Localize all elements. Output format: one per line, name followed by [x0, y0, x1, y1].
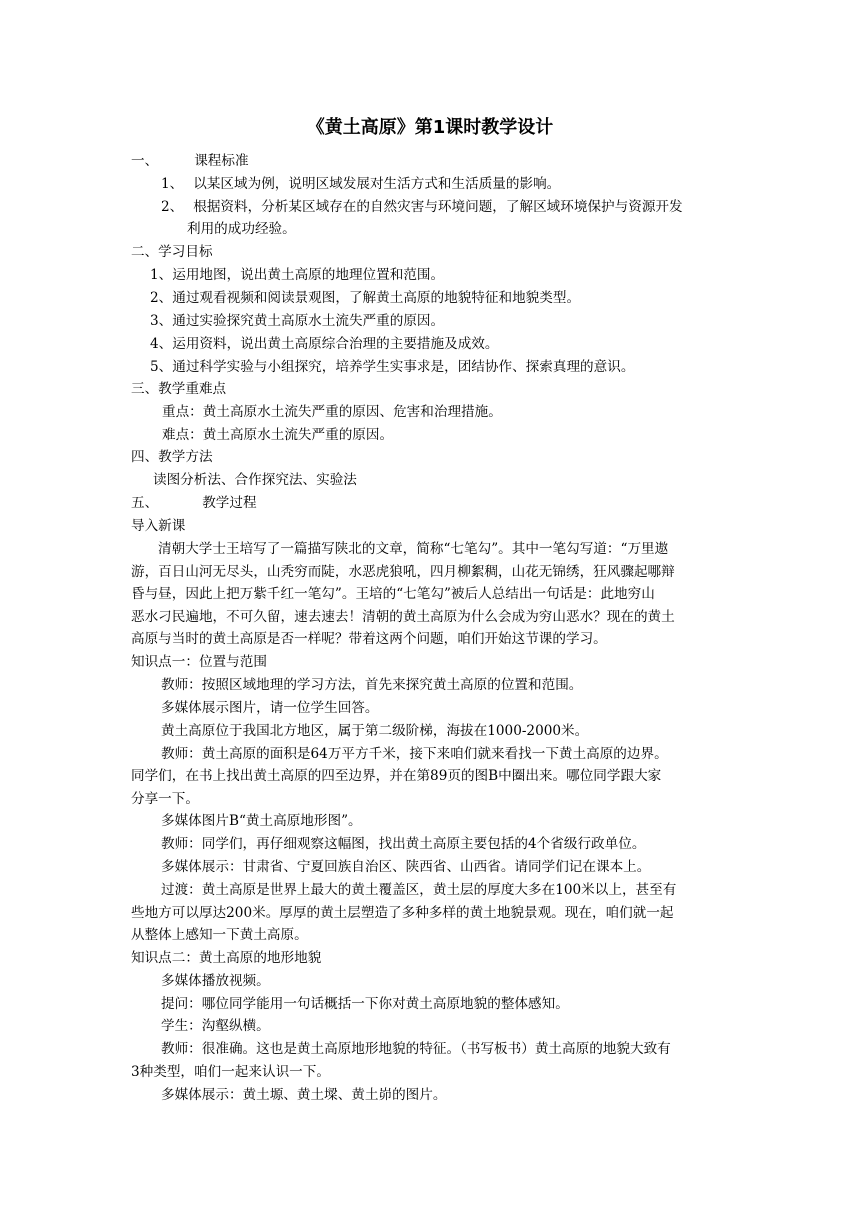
paragraph: 提问：哪位同学能用一句话概括一下你对黄土高原地貌的整体感知。: [161, 996, 569, 1012]
objective-item: 3、通过实验探究黄土高原水土流失严重的原因。: [150, 313, 445, 329]
paragraph-line: 教师：黄土高原的面积是64万平方千米，接下来咱们就来看找一下黄土高原的边界。: [161, 746, 668, 762]
list-number: 1、: [161, 176, 184, 192]
paragraph-line: 分享一下。: [131, 791, 199, 807]
section-2-heading: 二、学习目标: [131, 244, 213, 260]
list-text: 根据资料，分析某区域存在的自然灾害与环境问题，了解区域环境保护与资源开发: [193, 199, 683, 215]
paragraph: 学生：沟壑纵横。: [161, 1018, 270, 1034]
paragraph-line: 些地方可以厚达200米。厚厚的黄土层塑造了多种多样的黄土地貌景观。现在，咱们就一起: [131, 905, 674, 921]
paragraph: 多媒体展示图片，请一位学生回答。: [161, 700, 379, 716]
paragraph-line: 3种类型，咱们一起来认识一下。: [131, 1064, 330, 1080]
objective-item: 1、运用地图，说出黄土高原的地理位置和范围。: [150, 267, 445, 283]
intro-paragraph-line: 游，百日山河无尽头，山秃穷而陡，水恶虎狼吼，四月柳絮稠，山花无锦绣，狂风骤起哪辩: [131, 564, 675, 580]
paragraph-line: 教师：很准确。这也是黄土高原地形地貌的特征。（书写板书）黄土高原的地貌大致有: [161, 1041, 671, 1057]
intro-paragraph-line: 恶水刁民遍地，不可久留，速去速去！清朝的黄土高原为什么会成为穷山恶水？现在的黄土: [131, 609, 675, 625]
intro-paragraph-line: 高原与当时的黄土高原是否一样呢？带着这两个问题，咱们开始这节课的学习。: [131, 631, 607, 647]
paragraph-line: 从整体上感知一下黄土高原。: [131, 927, 308, 943]
standard-item-2-continued: 利用的成功经验。: [187, 221, 296, 237]
section-1-heading: [131, 151, 249, 171]
intro-paragraph-line: 清朝大学士王培写了一篇描写陕北的文章，简称“七笔勾”。其中一笔勾写道：“万里遨: [158, 541, 669, 557]
paragraph: 多媒体图片B“黄土高原地形图”。: [161, 813, 362, 829]
section-5-heading: [131, 493, 257, 513]
paragraph: 多媒体播放视频。: [161, 973, 270, 989]
section-4-heading: 四、教学方法: [131, 449, 213, 465]
paragraph: 教师：按照区域地理的学习方法，首先来探究黄土高原的位置和范围。: [161, 677, 583, 693]
list-text: 以某区域为例，说明区域发展对生活方式和生活质量的影响。: [193, 176, 561, 192]
section-5-number: 五、: [131, 495, 159, 511]
section-5-title: 教学过程: [202, 495, 257, 511]
key-point: 重点：黄土高原水土流失严重的原因、危害和治理措施。: [162, 404, 502, 420]
section-1-number: 一、: [131, 153, 159, 169]
standard-item-2: [161, 197, 683, 217]
paragraph: 多媒体展示：黄土塬、黄土墚、黄土峁的图片。: [161, 1087, 447, 1103]
paragraph: 教师：同学们，再仔细观察这幅图，找出黄土高原主要包括的4个省级行政单位。: [161, 836, 646, 852]
section-3-heading: 三、教学重难点: [131, 381, 227, 397]
knowledge-point-1-heading: 知识点一：位置与范围: [131, 654, 267, 670]
teaching-methods: 读图分析法、合作探究法、实验法: [153, 472, 357, 488]
objective-item: 4、运用资料，说出黄土高原综合治理的主要措施及成效。: [150, 336, 499, 352]
paragraph-line: 过渡：黄土高原是世界上最大的黄土覆盖区，黄土层的厚度大多在100米以上，甚至有: [161, 882, 677, 898]
standard-item-1: [161, 174, 560, 194]
paragraph: 多媒体展示：甘肃省、宁夏回族自治区、陕西省、山西省。请同学们记在课本上。: [161, 859, 651, 875]
paragraph-line: 同学们，在书上找出黄土高原的四至边界，并在第89页的图B中圈出来。哪位同学跟大家: [131, 768, 662, 784]
section-1-title: 课程标准: [194, 153, 249, 169]
intro-heading: 导入新课: [131, 518, 186, 534]
document-title: 《黄土高原》第1课时教学设计: [306, 117, 554, 138]
intro-paragraph-line: 昏与昼，因此上把万紫千红一笔勾”。王培的“七笔勾”被后人总结出一句话是：此地穷山: [131, 586, 655, 602]
paragraph: 黄土高原位于我国北方地区，属于第二级阶梯，海拔在1000-2000米。: [161, 723, 589, 739]
list-number: 2、: [161, 199, 184, 215]
difficult-point: 难点：黄土高原水土流失严重的原因。: [162, 427, 394, 443]
knowledge-point-2-heading: 知识点二：黄土高原的地形地貌: [131, 950, 322, 966]
objective-item: 5、通过科学实验与小组探究，培养学生实事求是，团结协作、探索真理的意识。: [150, 359, 635, 375]
objective-item: 2、通过观看视频和阅读景观图，了解黄土高原的地貌特征和地貌类型。: [150, 290, 581, 306]
